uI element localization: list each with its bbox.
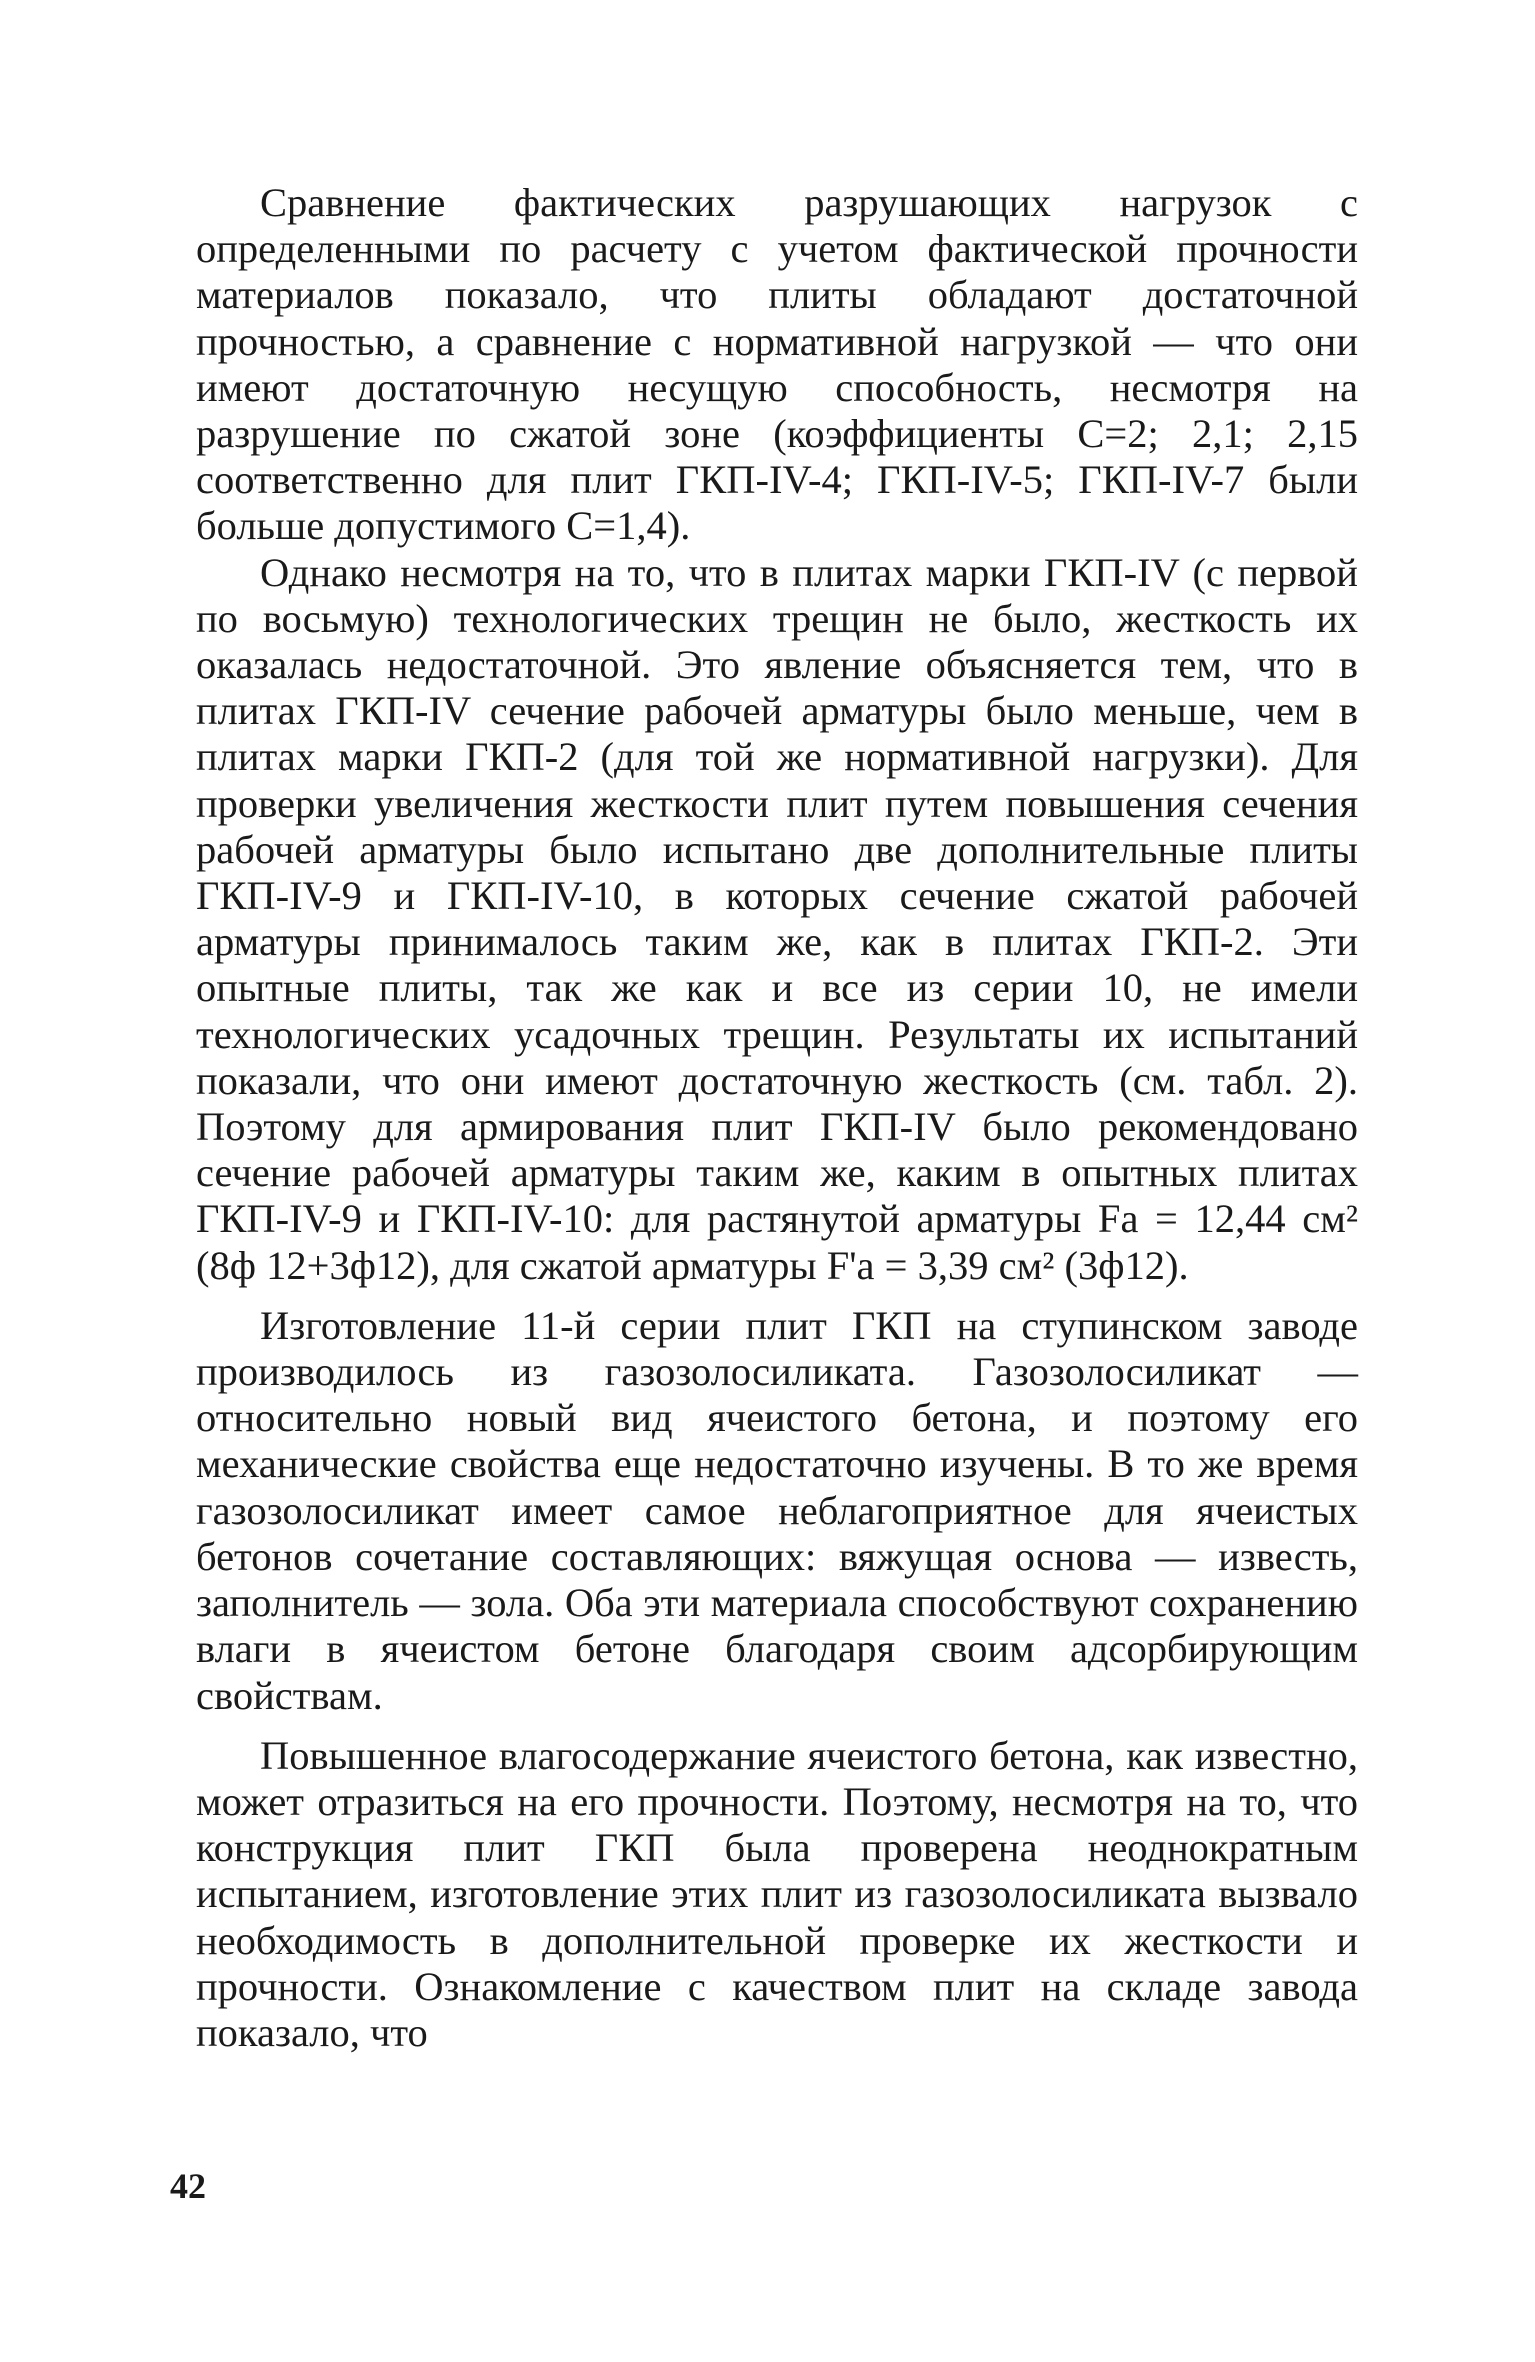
body-text: [196, 180, 1358, 2056]
paragraph-1: Сравнение фактических разрушающих нагрузок с определенными по расчету с учетом фактической прочности материалов показало, что плиты обладают достаточной прочностью, а сравнение с нормативной нагрузкой — что они имеют достаточную несущую способность, несмотря на разрушение по сжатой зоне (коэффициенты C=2; 2,1; 2,15 соответственно для плит ГКП-IV-4; ГКП-IV-5; ГКП-IV-7 были больше допустимого C=1,4).: [196, 180, 1358, 549]
page-number: 42: [170, 2166, 206, 2206]
paragraph-2: Однако несмотря на то, что в плитах марки ГКП-IV (с первой по восьмую) технологических трещин не было, жесткость их оказалась недостаточной. Это явление объясняется тем, что в плитах ГКП-IV сечение рабочей арматуры было меньше, чем в плитах марки ГКП-2 (для той же нормативной нагрузки). Для проверки увеличения жесткости плит путем повышения сечения рабочей арматуры было испытано две дополнительные плиты ГКП-IV-9 и ГКП-IV-10, в которых сечение сжатой рабочей арматуры принималось таким же, как в плитах ГКП-2. Эти опытные плиты, так же как и все из серии 10, не имели технологических усадочных трещин. Результаты их испытаний показали, что они имеют достаточную жесткость (см. табл. 2). Поэтому для армирования плит ГКП-IV было рекомендовано сечение рабочей арматуры таким же, каким в опытных плитах ГКП-IV-9 и ГКП-IV-10: для растянутой арматуры Fа = 12,44 см² (8ф 12+3ф12), для сжатой арматуры F'а = 3,39 см² (3ф12).: [196, 549, 1358, 1288]
paragraph-4: Повышенное влагосодержание ячеистого бетона, как известно, может отразиться на его прочности. Поэтому, несмотря на то, что конструкция плит ГКП была проверена неоднократным испытанием, изготовление этих плит из газозолосиликата вызвало необходимость в дополнительной проверке их жесткости и прочности. Ознакомление с качеством плит на складе завода показало, что: [196, 1732, 1358, 2055]
paragraph-3: Изготовление 11-й серии плит ГКП на ступинском заводе производилось из газозолосиликата. Газозолосиликат — относительно новый вид ячеистого бетона, и поэтому его механические свойства еще недостаточно изучены. В то же время газозолосиликат имеет самое неблагоприятное для ячеистых бетонов сочетание составляющих: вяжущая основа — известь, заполнитель — зола. Оба эти материала способствуют сохранению влаги в ячеистом бетоне благодаря своим адсорбирующим свойствам.: [196, 1302, 1358, 1718]
